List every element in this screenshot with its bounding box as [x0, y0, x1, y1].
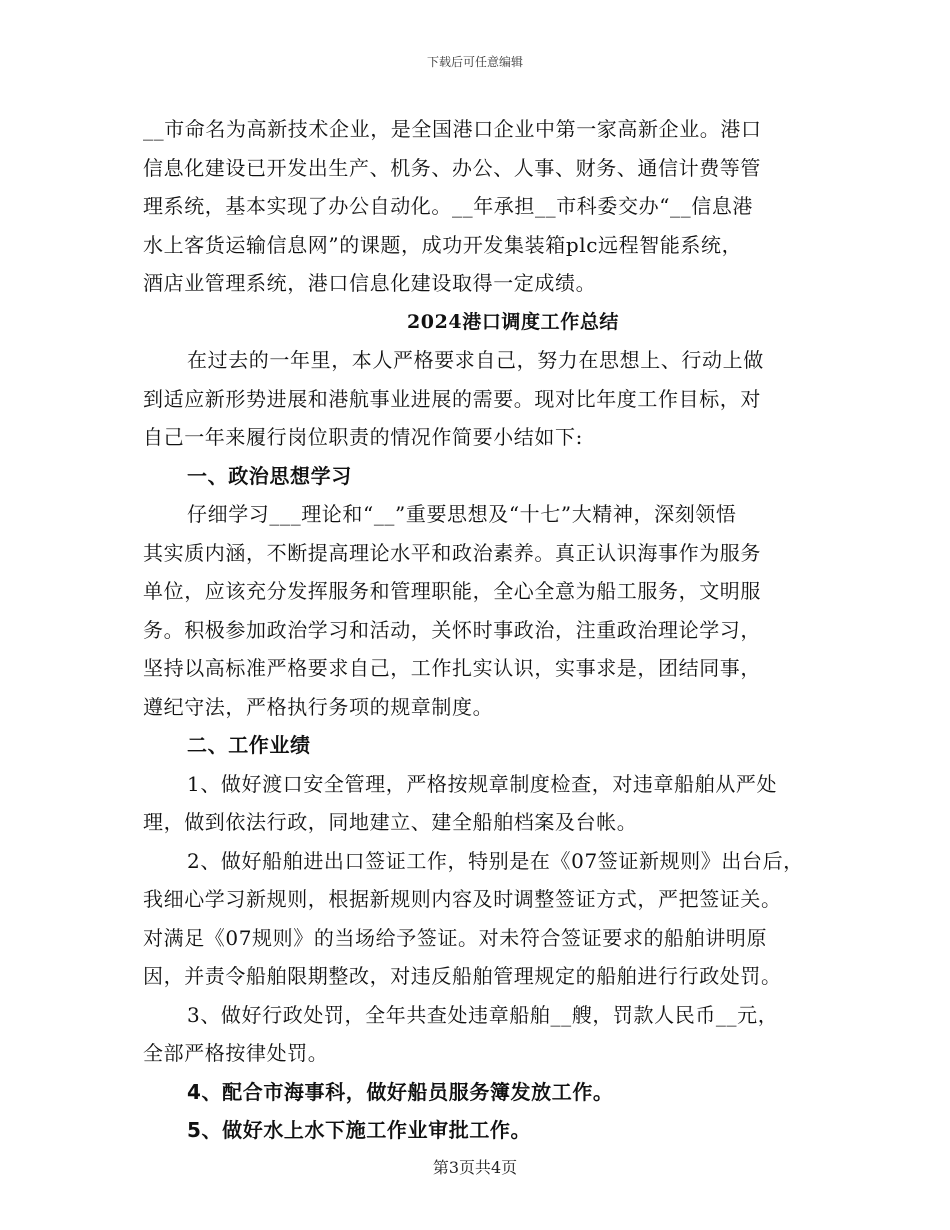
list-item-line: 对满足《07规则》的当场给予签证。对未符合签证要求的船舶讲明原: [143, 925, 768, 950]
intro-line: __市命名为高新技术企业，是全国港口企业中第一家高新企业。港口: [143, 117, 762, 141]
paragraph-line: 在过去的一年里，本人严格要求自己，努力在思想上、行动上做: [187, 348, 764, 372]
section-heading-political: 一、政治思想学习: [187, 463, 352, 488]
paragraph-line: 单位，应该充分发挥服务和管理职能，全心全意为船工服务，文明服: [143, 579, 761, 603]
list-item-line: 1、做好渡口安全管理，严格按规章制度检查，对违章船舶从严处: [187, 771, 778, 796]
list-item-line: 4、配合市海事科，做好船员服务簿发放工作。: [187, 1079, 614, 1104]
section-heading-achievements: 二、工作业绩: [187, 733, 311, 757]
intro-line: 信息化建设已开发出生产、机务、办公、人事、财务、通信计费等管: [143, 155, 761, 180]
paragraph-line: 坚持以高标准严格要求自己，工作扎实认识，实事求是，团结同事，: [143, 656, 761, 680]
paragraph-line: 到适应新形势进展和港航事业进展的需要。现对比年度工作目标，对: [143, 386, 761, 411]
list-item-line: 因，并责令船舶限期整改，对违反船舶管理规定的船舶进行行政处罚。: [143, 964, 782, 988]
paragraph-line: 务。积极参加政治学习和活动，关怀时事政治，注重政治理论学习，: [143, 617, 761, 642]
list-item-line: 我细心学习新规则，根据新规则内容及时调整签证方式，严把签证关。: [143, 887, 782, 911]
list-item-line: 2、做好船舶进出口签证工作，特别是在《07签证新规则》出台后，: [187, 848, 804, 873]
intro-line: 酒店业管理系统，港口信息化建设取得一定成绩。: [143, 271, 597, 295]
paragraph-line: 其实质内涵，不断提高理论水平和政治素养。真正认识海事作为服务: [143, 540, 761, 565]
list-item-line: 3、做好行政处罚，全年共查处违章船舶__艘，罚款人民币__元，: [187, 1002, 779, 1027]
page-number: 第3页共4页: [432, 1158, 518, 1177]
header-note: 下载后可任意编辑: [426, 55, 523, 69]
document-title: 2024港口调度工作总结: [406, 310, 620, 333]
paragraph-line: 自己一年来履行岗位职责的情况作简要小结如下:: [143, 425, 583, 449]
list-item-line: 全部严格按律处罚。: [143, 1041, 329, 1065]
document-body: [143, 110, 843, 1150]
intro-line: 水上客货运输信息网”的课题，成功开发集装箱plc远程智能系统，: [143, 232, 743, 257]
intro-line: 理系统，基本实现了办公自动化。__年承担__市科委交办“__信息港: [143, 194, 754, 218]
paragraph-line: 仔细学习___理论和“__”重要思想及“十七”大精神，深刻领悟: [187, 502, 737, 526]
paragraph-line: 遵纪守法，严格执行务项的规章制度。: [143, 694, 494, 719]
list-item-line: 5、做好水上水下施工作业审批工作。: [187, 1118, 532, 1142]
list-item-line: 理，做到依法行政，同地建立、建全船舶档案及台帐。: [143, 810, 638, 834]
